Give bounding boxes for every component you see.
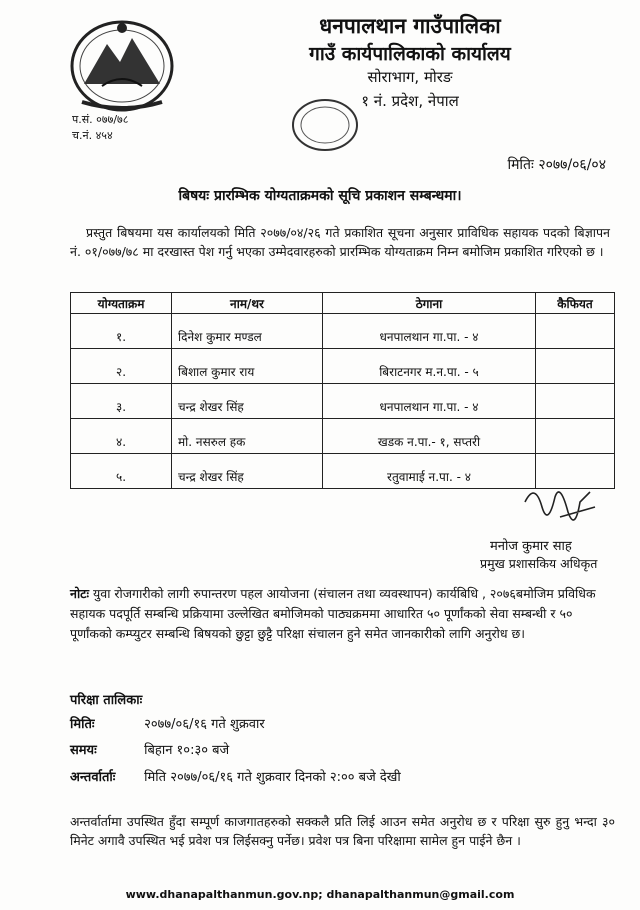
cell-name: मो. नसरुल हक bbox=[172, 419, 323, 454]
province-line: १ नं. प्रदेश, नेपाल bbox=[361, 92, 459, 110]
table-row bbox=[71, 419, 615, 454]
cell-name: बिशाल कुमार राय bbox=[172, 349, 323, 384]
cell-address: खडक न.पा.- १, सप्तरी bbox=[323, 419, 536, 454]
cell-name: दिनेश कुमार मण्डल bbox=[172, 314, 323, 349]
cell-rank: ३. bbox=[71, 384, 172, 419]
table-row bbox=[71, 314, 615, 349]
schedule-value: २०७७/०६/१६ गते शुक्रवार bbox=[144, 717, 265, 732]
note-label: नोटः bbox=[70, 586, 90, 601]
patra-sankhya: प.सं. ०७७/७८ bbox=[72, 113, 129, 126]
subject-line: बिषयः प्रारम्भिक योग्यताक्रमको सूचि प्रकाशन सम्बन्धमा। bbox=[178, 188, 462, 204]
schedule-label: मितिः bbox=[70, 717, 95, 732]
office-stamp-icon bbox=[290, 96, 360, 154]
nepal-emblem-icon bbox=[62, 14, 182, 114]
schedule-row-interview bbox=[70, 767, 401, 785]
letter-date: मितिः २०७७/०६/०४ bbox=[507, 157, 606, 173]
cell-name: चन्द्र शेखर सिंह bbox=[172, 454, 323, 489]
col-header-address: ठेगाना bbox=[323, 293, 536, 314]
col-header-name: नाम/थर bbox=[172, 293, 323, 314]
cell-rank: २. bbox=[71, 349, 172, 384]
cell-address: धनपालथान गा.पा. - ४ bbox=[323, 314, 536, 349]
schedule-row-date bbox=[70, 714, 265, 732]
handwritten-signature-icon bbox=[520, 472, 610, 542]
municipality-name: धनपालथान गाउँपालिका bbox=[319, 14, 501, 38]
schedule-value: मिति २०७७/०६/१६ गते शुक्रवार दिनको २:०० बजे देखी bbox=[144, 770, 401, 785]
merit-list-table bbox=[70, 292, 615, 489]
cell-remarks bbox=[536, 349, 615, 384]
schedule-label: अन्तर्वार्ताः bbox=[70, 770, 116, 785]
cell-remarks bbox=[536, 384, 615, 419]
note-paragraph bbox=[70, 584, 615, 644]
cell-rank: ४. bbox=[71, 419, 172, 454]
intro-paragraph: प्रस्तुत बिषयमा यस कार्यालयको मिति २०७७/०४/२६ गते प्रकाशित सूचना अनुसार प्राविधिक सहायक पदको बिज्ञापन नं. ०१/०७७/७८ मा दरखास्त पेश गर्नु भएका उम्मेदवारहरुको प्रारम्भिक योग्यताक्रम निम्न बमोजिम प्रकाशित गरिएको छ । bbox=[70, 225, 610, 259]
col-header-rank: योग्यताक्रम bbox=[71, 293, 172, 314]
cell-address: रतुवामाई न.पा. - ४ bbox=[323, 454, 536, 489]
schedule-value: बिहान १०:३० बजे bbox=[144, 743, 230, 758]
cell-name: चन्द्र शेखर सिंह bbox=[172, 384, 323, 419]
office-address: सोराभाग, मोरङ bbox=[367, 68, 453, 86]
footer-contact[interactable]: www.dhanapalthanmun.gov.np; dhanapalthanmun@gmail.com bbox=[125, 888, 515, 901]
col-header-remarks: कैफियत bbox=[536, 293, 615, 314]
office-name: गाउँ कार्यपालिकाको कार्यालय bbox=[309, 43, 511, 65]
cell-rank: ५. bbox=[71, 454, 172, 489]
chalani-number: च.नं. ४५४ bbox=[72, 129, 113, 142]
cell-remarks bbox=[536, 419, 615, 454]
signatory-title: प्रमुख प्रशासकिय अधिकृत bbox=[480, 556, 598, 571]
table-row bbox=[71, 349, 615, 384]
signatory-name: मनोज कुमार साह bbox=[490, 539, 572, 554]
schedule-label: समयः bbox=[70, 743, 97, 758]
exam-schedule-title: परिक्षा तालिकाः bbox=[70, 693, 143, 708]
cell-address: बिराटनगर म.न.पा. - ५ bbox=[323, 349, 536, 384]
cell-address: धनपालथान गा.पा. - ४ bbox=[323, 384, 536, 419]
schedule-row-time bbox=[70, 740, 229, 758]
cell-remarks bbox=[536, 314, 615, 349]
table-row bbox=[71, 384, 615, 419]
closing-paragraph: अन्तर्वार्तामा उपस्थित हुँदा सम्पूर्ण काजगातहरुको सक्कलै प्रति लिई आउन समेत अनुरोध छ र परिक्षा सुरु हुनु भन्दा ३० मिनेट अगावै उपस्थित भई प्रवेश पत्र लिईसक्नु पर्नेछ। प्रवेश पत्र बिना परिक्षामा सामेल हुन पाईने छैन । bbox=[70, 814, 615, 848]
cell-rank: १. bbox=[71, 314, 172, 349]
note-text: युवा रोजगारीको लागी रुपान्तरण पहल आयोजना (संचालन तथा व्यवस्थापन) कार्यबिधि , २०७६बमोजिम प्रविधिक सहायक पदपूर्ति सम्बन्धि प्रक्रियामा उल्लेखित बमोजिमको पाठ्यक्रममा आधारित ५० पूर्णांकको सेवा सम्बन्धी र ५० पूर्णांकको कम्प्युटर सम्बन्धि बिषयको छुट्टा छुट्टै परिक्षा संचालन हुने समेत जानकारीको लागि अनुरोध छ। bbox=[70, 586, 596, 641]
reference-numbers bbox=[72, 112, 128, 144]
table-header-row bbox=[71, 293, 615, 314]
